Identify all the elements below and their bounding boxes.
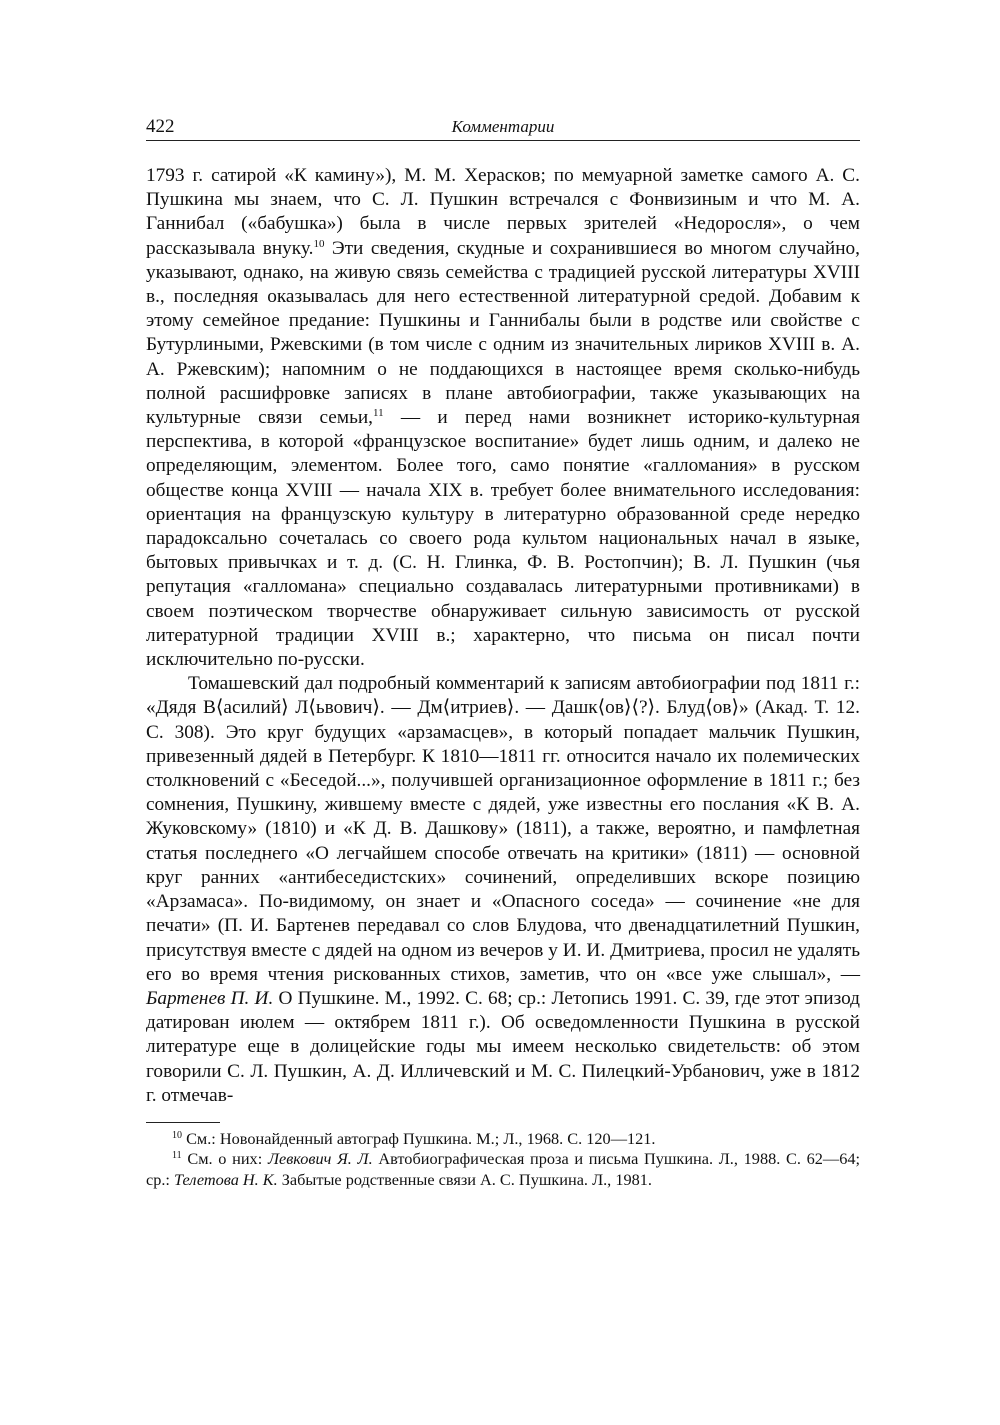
page-number: 422 [146, 116, 175, 137]
main-text [146, 164, 860, 1108]
footnote-11 [146, 1149, 860, 1190]
running-title: Комментарии [451, 117, 555, 136]
running-head [146, 110, 860, 141]
footnote-10-mark: 10 [172, 1129, 182, 1141]
footnote-11-mark: 11 [172, 1150, 182, 1162]
paragraph-2-part-a: Томашевский дал подробный комментарий к записям автобиографии под 1811 г.: «Дядя В⟨асилий⟩ Л⟨ьвович⟩. — Дм⟨итриев⟩. — Дашк⟨ов⟩⟨?⟩. Блуд⟨ов⟩» (Акад. Т. 12. С. 308). Это круг будущих «арзамасцев», в который попадает мальчик Пушкин, привезенный дядей в Петербург. К 1810—1811 гг. относится начало их полемических столкновений с «Беседой...», получившей организационное оформление в 1811 г.; без сомнения, Пушкину, жившему вместе с дядей, уже известны его послания «К В. А. Жуковскому» (1810) и «К Д. В. Дашкову» (1811), а также, вероятно, и памфлетная статья последнего «О легчайшем способе отвечать на критики» (1811) — основной круг ранних «антибеседистских» сочинений, определивших вскоре позицию «Арзамаса». По-видимому, он знает и «Опасного соседа» — сочинение «не для печати» (П. И. Бартенев передавал со слов Блудова, что двенадцатилетний Пушкин, присутствуя вместе с дядей на одном из вечеров у И. И. Дмитриева, просил не удалять его во время чтения рискованных стихов, заметив, что он «все уже слышал», — [146, 673, 860, 985]
footnote-10-text: См.: Новонайденный автограф Пушкина. М.; Л., 1968. С. 120—121. [182, 1128, 656, 1148]
footnote-ref-11: 11 [373, 407, 384, 420]
footnote-10 [146, 1129, 860, 1150]
paragraph-1-part-c: — и перед нами возникнет историко-культурная перспектива, в которой «французское воспитание» будет лишь одним, и далеко не определяющим, элементом. Более того, само понятие «галломания» в русском обществе конца XVIII — начала XIX в. требует более внимательного исследования: ориентация на французскую культуру в литературно образованной среде нередко парадоксально сочеталась со своего рода культом национальных начал в языке, бытовых привычках и т. д. (С. Н. Глинка, Ф. В. Ростопчин); В. Л. Пушкин (чья репутация «галломана» специально создавалась литературными противниками) в своем поэтическом творчестве обнаруживает сильную зависимость от русской литературной традиции XVIII в.; характерно, что письма он писал почти исключительно по-русски. [146, 407, 860, 671]
paragraph-2-part-b: О Пушкине. М., 1992. С. 68; ср.: Летопись 1991. С. 39, где этот эпизод датирован июлем — октябрем 1811 г.). Об осведомленности Пушкина в русской литературе еще в долицейские годы мы имеем несколько свидетельств: об этом говорили С. Л. Пушкин, А. Д. Илличевский и М. С. Пилецкий-Урбанович, уже в 1812 г. отмечав- [146, 987, 860, 1106]
footnote-11-part-c: Забытые родственные связи А. С. Пушкина. Л., 1981. [277, 1169, 652, 1189]
footnotes [146, 1129, 860, 1191]
footnote-11-author-2: Телетова Н. К. [174, 1169, 278, 1189]
footnote-ref-10: 10 [313, 237, 325, 250]
footnote-11-part-b: Автобиографическая проза и письма Пушкина. Л., 1988. С. 62—64; ср.: [146, 1149, 861, 1189]
paragraph-1-part-b: Эти сведения, скудные и сохранившиеся во многом случайно, указывают, однако, на живую связь семейства с традицией русской литературы XVIII в., последняя оказывалась для него естественной литературной средой. Добавим к этому семейное предание: Пушкины и Ганнибалы были в родстве или свойстве с Бутурлиными, Ржевскими (в том числе с одним из значительных лириков XVIII в. А. А. Ржевским); напомним о не поддающихся в настоящее время сколько-нибудь полной расшифровке записях в плане автобиографии, также указывающих на культурные связи семьи, [146, 237, 860, 429]
footnote-divider [146, 1122, 220, 1123]
paragraph-2-author: Бартенев П. И. [146, 987, 274, 1009]
paragraph-2 [146, 672, 860, 1108]
footnote-11-author-1: Левкович Я. Л. [267, 1149, 373, 1169]
paragraph-1 [146, 164, 860, 672]
footnote-11-part-a: См. о них: [181, 1149, 268, 1169]
paragraph-1-part-a: 1793 г. сатирой «К камину»), М. М. Херасков; по мемуарной заметке самого А. С. Пушкина мы знаем, что С. Л. Пушкин встречался с Фонвизиным и что М. А. Ганнибал («бабушка») была в числе первых зрителей «Недоросля», о чем рассказывала внуку. [146, 165, 860, 259]
book-page [146, 110, 860, 1190]
